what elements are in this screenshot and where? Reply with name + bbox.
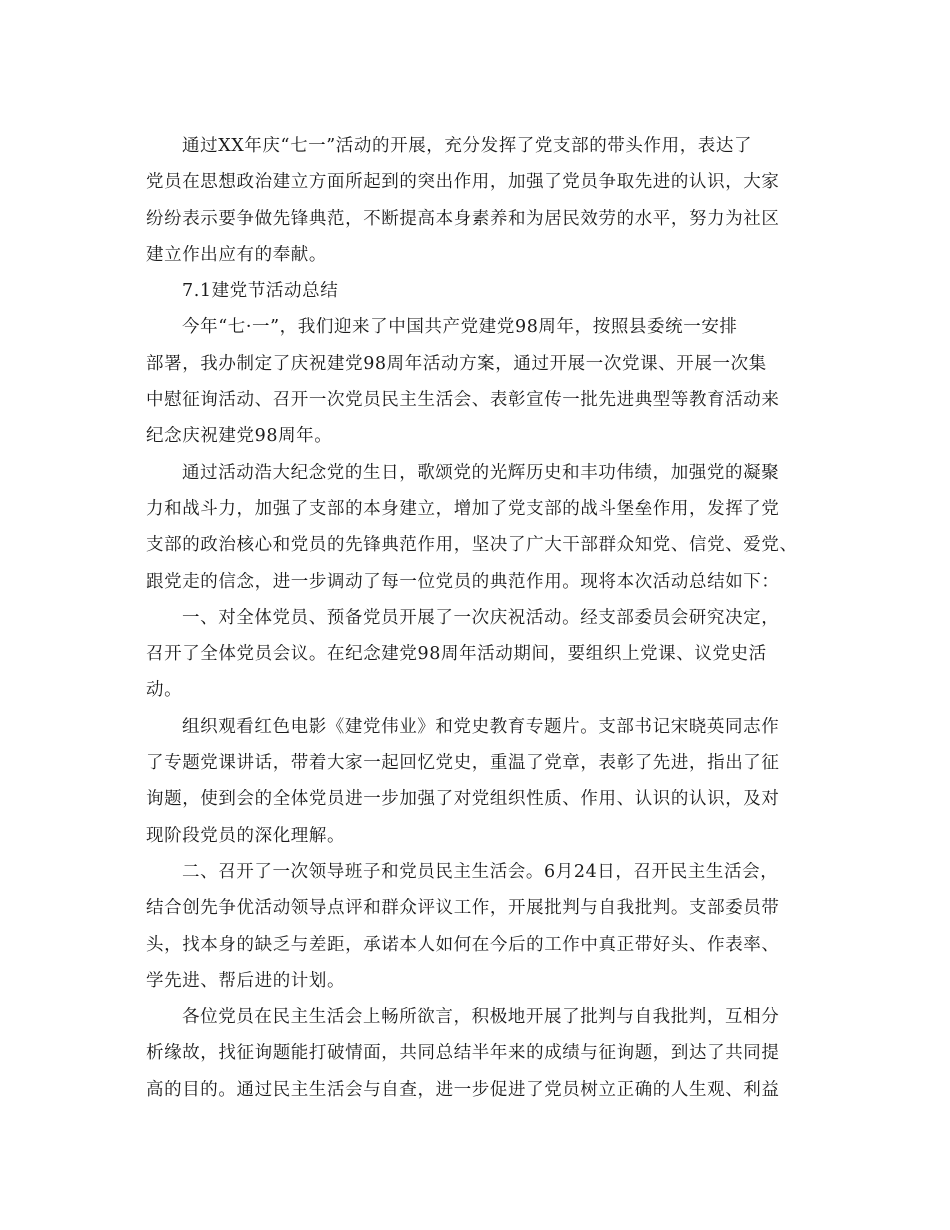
text-line: 动。 [146,680,183,701]
text-line: 今年“七·一”，我们迎来了中国共产党建党98周年，按照县委统一安排 [182,317,738,338]
paragraph-7 [146,854,816,999]
text-line: 询题，使到会的全体党员进一步加强了对党组织性质、作用、认识的认识，及对 [146,789,780,810]
text-line: 跟党走的信念，进一步调动了每一位党员的典范作用。现将本次活动总结如下： [146,571,780,592]
text-line: 通过活动浩大纪念党的生日，歌颂党的光辉历史和丰功伟绩，加强党的凝聚 [182,462,780,483]
text-line: 召开了全体党员会议。在纪念建党98周年活动期间，要组织上党课、议党史活 [146,644,767,665]
paragraph-4 [146,455,816,600]
text-line: 建立作出应有的奉献。 [146,244,327,265]
text-line: 结合创先争优活动领导点评和群众评议工作，开展批判与自我批判。支部委员带 [146,898,780,919]
text-line: 中慰征询活动、召开一次党员民主生活会、表彰宣传一批先进典型等教育活动来 [146,390,780,411]
text-line: 析缘故，找征询题能打破情面，共同总结半年来的成绩与征询题，到达了共同提 [146,1043,780,1064]
text-line: 通过XX年庆“七一”活动的开展，充分发挥了党支部的带头作用，表达了 [182,136,753,156]
paragraph-5 [146,600,816,709]
paragraph-6 [146,709,816,854]
text-line: 纪念庆祝建党98周年。 [146,426,333,447]
document-body [146,128,816,1108]
text-line: 学先进、帮后进的计划。 [146,970,346,991]
text-line: 一、对全体党员、预备党员开展了一次庆祝活动。经支部委员会研究决定， [182,607,780,628]
heading-text: 7.1建党节活动总结 [182,281,339,302]
text-line: 支部的政治核心和党员的先锋典范作用，坚决了广大干部群众知党、信党、爱党、 [146,535,798,556]
text-line: 力和战斗力，加强了支部的本身建立，增加了党支部的战斗堡垒作用，发挥了党 [146,498,780,519]
section-heading [146,273,816,309]
text-line: 二、召开了一次领导班子和党员民主生活会。6月24日，召开民主生活会， [182,861,779,882]
text-line: 党员在思想政治建立方面所起到的突出作用，加强了党员争取先进的认识，大家 [146,172,780,193]
text-line: 组织观看红色电影《建党伟业》和党史教育专题片。支部书记宋晓英同志作 [182,716,780,737]
paragraph-8 [146,999,816,1108]
text-line: 现阶段党员的深化理解。 [146,825,346,846]
text-line: 纷纷表示要争做先锋典范，不断提高本身素养和为居民效劳的水平，努力为社区 [146,208,780,229]
text-line: 了专题党课讲话，带着大家一起回忆党史，重温了党章，表彰了先进，指出了征 [146,753,780,774]
text-line: 各位党员在民主生活会上畅所欲言，积极地开展了批判与自我批判，互相分 [182,1007,780,1028]
text-line: 高的目的。通过民主生活会与自查，进一步促进了党员树立正确的人生观、利益 [146,1079,780,1100]
paragraph-1 [146,128,816,273]
paragraph-3 [146,309,816,454]
text-line: 头，找本身的缺乏与差距，承诺本人如何在今后的工作中真正带好头、作表率、 [146,934,780,955]
text-line: 部署，我办制定了庆祝建党98周年活动方案，通过开展一次党课、开展一次集 [146,353,767,374]
